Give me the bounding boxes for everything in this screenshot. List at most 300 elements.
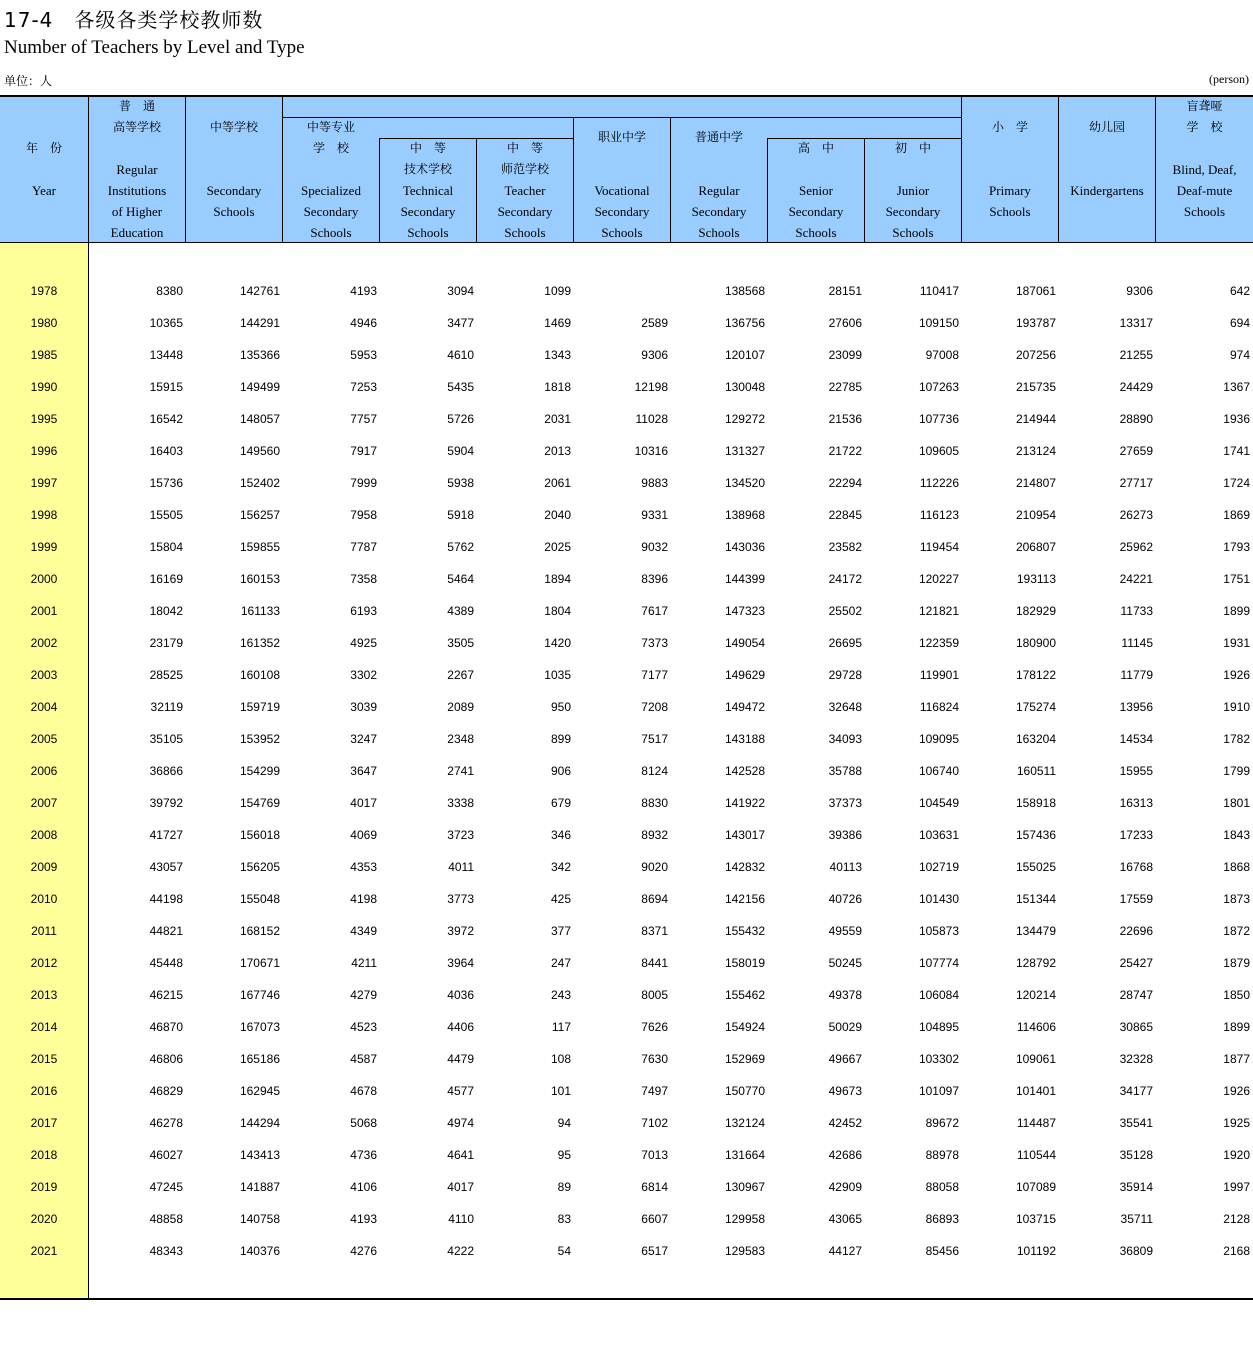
value-cell: 39792	[149, 796, 183, 810]
value-cell: 7757	[350, 412, 377, 426]
header-vocational-secondary: 职业中学 Vocational Secondary Schools	[594, 130, 650, 240]
value-cell: 21255	[1119, 348, 1153, 362]
year-cell: 1978	[30, 284, 58, 298]
value-cell: 44821	[149, 924, 183, 938]
value-cell: 54	[557, 1244, 571, 1258]
value-cell: 108	[550, 1052, 571, 1066]
year-cell: 1999	[30, 540, 58, 554]
year-cell: 2014	[30, 1020, 58, 1034]
value-cell: 134520	[724, 476, 765, 490]
value-cell: 4349	[350, 924, 377, 938]
unit-label-zh: 单位：人	[4, 74, 53, 88]
value-cell: 26273	[1119, 508, 1153, 522]
value-cell: 143036	[724, 540, 765, 554]
value-cell: 16403	[149, 444, 183, 458]
table-row	[0, 793, 1253, 813]
table-body	[0, 243, 1253, 1298]
value-cell: 1899	[1223, 1020, 1250, 1034]
year-cell: 2021	[30, 1244, 58, 1258]
value-cell: 5953	[350, 348, 377, 362]
value-cell: 157436	[1015, 828, 1056, 842]
value-cell: 3773	[447, 892, 474, 906]
page-title-zh: 17-4 各级各类学校教师数	[4, 8, 264, 32]
value-cell: 4017	[447, 1180, 474, 1194]
value-cell: 105873	[918, 924, 959, 938]
table-row	[0, 537, 1253, 557]
value-cell: 1099	[544, 284, 571, 298]
table-row	[0, 889, 1253, 909]
value-cell: 2031	[544, 412, 571, 426]
value-cell: 116824	[919, 700, 959, 714]
value-cell: 25962	[1119, 540, 1153, 554]
header-regular-secondary: 普通中学 Regular Secondary Schools	[691, 130, 747, 240]
value-cell: 7253	[350, 380, 377, 394]
value-cell: 50245	[828, 956, 862, 970]
value-cell: 22294	[828, 476, 862, 490]
value-cell: 103715	[1015, 1212, 1056, 1226]
value-cell: 110544	[1016, 1148, 1056, 1162]
value-cell: 103302	[918, 1052, 959, 1066]
value-cell: 213124	[1015, 444, 1056, 458]
value-cell: 15804	[149, 540, 183, 554]
value-cell: 974	[1229, 348, 1250, 362]
year-cell: 1995	[30, 412, 58, 426]
year-cell: 1980	[30, 316, 58, 330]
value-cell: 89672	[925, 1116, 959, 1130]
value-cell: 9306	[1126, 284, 1153, 298]
value-cell: 34093	[828, 732, 862, 746]
value-cell: 1367	[1223, 380, 1250, 394]
value-cell: 106084	[918, 988, 959, 1002]
value-cell: 152402	[239, 476, 280, 490]
value-cell: 1035	[544, 668, 571, 682]
value-cell: 7617	[641, 604, 668, 618]
value-cell: 4011	[448, 860, 474, 874]
value-cell: 35788	[828, 764, 862, 778]
table-row	[0, 409, 1253, 429]
table-row	[0, 921, 1253, 941]
value-cell: 7208	[641, 700, 668, 714]
value-cell: 1920	[1223, 1148, 1250, 1162]
table-row	[0, 1241, 1253, 1261]
value-cell: 149499	[239, 380, 280, 394]
value-cell: 46870	[149, 1020, 183, 1034]
value-cell: 129583	[724, 1244, 765, 1258]
value-cell: 22845	[828, 508, 862, 522]
value-cell: 21722	[828, 444, 862, 458]
value-cell: 46806	[149, 1052, 183, 1066]
value-cell: 4017	[350, 796, 377, 810]
value-cell: 160108	[239, 668, 280, 682]
value-cell: 46027	[149, 1148, 183, 1162]
value-cell: 40113	[829, 860, 862, 874]
value-cell: 155048	[239, 892, 280, 906]
value-cell: 148057	[239, 412, 280, 426]
value-cell: 3477	[447, 316, 474, 330]
value-cell: 1926	[1223, 668, 1250, 682]
value-cell: 12198	[634, 380, 668, 394]
value-cell: 4353	[350, 860, 377, 874]
year-cell: 1996	[30, 444, 58, 458]
value-cell: 1793	[1223, 540, 1250, 554]
value-cell: 119454	[919, 540, 959, 554]
value-cell: 8380	[156, 284, 183, 298]
value-cell: 26695	[828, 636, 862, 650]
value-cell: 23582	[828, 540, 862, 554]
value-cell: 8932	[641, 828, 668, 842]
value-cell: 4198	[350, 892, 377, 906]
header-technical-secondary: 中 等 技术学校 Technical Secondary Schools	[400, 141, 456, 240]
value-cell: 1873	[1223, 892, 1250, 906]
value-cell: 167073	[239, 1020, 280, 1034]
value-cell: 28151	[828, 284, 862, 298]
value-cell: 425	[550, 892, 571, 906]
value-cell: 130048	[724, 380, 765, 394]
value-cell: 46829	[149, 1084, 183, 1098]
value-cell: 49378	[828, 988, 862, 1002]
value-cell: 154299	[239, 764, 280, 778]
value-cell: 149560	[239, 444, 280, 458]
table-row	[0, 1081, 1253, 1101]
value-cell: 3302	[350, 668, 377, 682]
value-cell: 206807	[1015, 540, 1056, 554]
value-cell: 9331	[641, 508, 668, 522]
table-row	[0, 1113, 1253, 1133]
value-cell: 44198	[149, 892, 183, 906]
value-cell: 89	[557, 1180, 571, 1194]
header-blind-deaf-schools: 盲聋哑 学 校 Blind, Deaf, Deaf-mute Schools	[1172, 99, 1237, 219]
value-cell: 1799	[1223, 764, 1250, 778]
value-cell: 4925	[350, 636, 377, 650]
value-cell: 15505	[149, 508, 183, 522]
value-cell: 13956	[1119, 700, 1153, 714]
value-cell: 5726	[447, 412, 474, 426]
value-cell: 50029	[828, 1020, 862, 1034]
value-cell: 159719	[239, 700, 280, 714]
value-cell: 9020	[641, 860, 668, 874]
value-cell: 2348	[447, 732, 474, 746]
value-cell: 4587	[350, 1052, 377, 1066]
table-bottom-rule	[0, 1298, 1253, 1300]
value-cell: 4193	[350, 284, 377, 298]
table-row	[0, 377, 1253, 397]
value-cell: 160511	[1016, 764, 1056, 778]
value-cell: 9306	[641, 348, 668, 362]
value-cell: 144291	[239, 316, 280, 330]
value-cell: 156257	[239, 508, 280, 522]
table-row	[0, 1177, 1253, 1197]
value-cell: 14534	[1119, 732, 1153, 746]
value-cell: 4276	[350, 1244, 377, 1258]
value-cell: 32328	[1119, 1052, 1153, 1066]
value-cell: 142761	[239, 284, 280, 298]
unit-label-en: (person)	[1209, 72, 1249, 86]
value-cell: 41727	[149, 828, 183, 842]
value-cell: 7626	[641, 1020, 668, 1034]
table-row	[0, 473, 1253, 493]
table-row	[0, 313, 1253, 333]
year-cell: 2016	[30, 1084, 58, 1098]
value-cell: 5918	[447, 508, 474, 522]
year-cell: 2006	[30, 764, 58, 778]
value-cell: 4110	[448, 1212, 474, 1226]
value-cell: 101401	[1015, 1084, 1056, 1098]
value-cell: 154769	[239, 796, 280, 810]
value-cell: 7373	[641, 636, 668, 650]
year-cell: 2019	[30, 1180, 58, 1194]
year-cell: 2004	[30, 700, 58, 714]
value-cell: 1910	[1223, 700, 1250, 714]
table-row	[0, 1049, 1253, 1069]
value-cell: 8694	[641, 892, 668, 906]
value-cell: 4479	[447, 1052, 474, 1066]
value-cell: 165186	[239, 1052, 280, 1066]
value-cell: 679	[550, 796, 571, 810]
table-row	[0, 953, 1253, 973]
value-cell: 28525	[149, 668, 183, 682]
value-cell: 1872	[1223, 924, 1250, 938]
value-cell: 11145	[1121, 636, 1153, 650]
value-cell: 3964	[447, 956, 474, 970]
value-cell: 28747	[1119, 988, 1153, 1002]
value-cell: 1751	[1223, 572, 1250, 586]
value-cell: 149472	[724, 700, 765, 714]
value-cell: 158918	[1015, 796, 1056, 810]
value-cell: 48343	[149, 1244, 183, 1258]
value-cell: 39386	[828, 828, 862, 842]
value-cell: 5435	[447, 380, 474, 394]
value-cell: 5068	[350, 1116, 377, 1130]
value-cell: 35711	[1120, 1212, 1153, 1226]
value-cell: 15736	[149, 476, 183, 490]
value-cell: 94	[557, 1116, 571, 1130]
value-cell: 215735	[1015, 380, 1056, 394]
value-cell: 35914	[1119, 1180, 1153, 1194]
value-cell: 193113	[1016, 572, 1056, 586]
table-row	[0, 1017, 1253, 1037]
value-cell: 88978	[925, 1148, 959, 1162]
year-cell: 2008	[30, 828, 58, 842]
value-cell: 142156	[724, 892, 765, 906]
value-cell: 13448	[149, 348, 183, 362]
value-cell: 27659	[1119, 444, 1153, 458]
value-cell: 2128	[1223, 1212, 1250, 1226]
value-cell: 42686	[828, 1148, 862, 1162]
value-cell: 7497	[641, 1084, 668, 1098]
value-cell: 30865	[1119, 1020, 1153, 1034]
value-cell: 114487	[1016, 1116, 1056, 1130]
value-cell: 1343	[544, 348, 571, 362]
value-cell: 147323	[724, 604, 765, 618]
table-row	[0, 345, 1253, 365]
value-cell: 1724	[1223, 476, 1250, 490]
value-cell: 694	[1229, 316, 1250, 330]
value-cell: 25502	[828, 604, 862, 618]
year-cell: 2015	[30, 1052, 58, 1066]
value-cell: 25427	[1119, 956, 1153, 970]
value-cell: 138968	[724, 508, 765, 522]
value-cell: 4222	[447, 1244, 474, 1258]
value-cell: 1877	[1223, 1052, 1250, 1066]
value-cell: 101192	[1016, 1244, 1056, 1258]
value-cell: 7787	[350, 540, 377, 554]
value-cell: 155432	[724, 924, 765, 938]
value-cell: 899	[550, 732, 571, 746]
value-cell: 10365	[149, 316, 183, 330]
value-cell: 170671	[239, 956, 280, 970]
value-cell: 1879	[1223, 956, 1250, 970]
value-cell: 109095	[918, 732, 959, 746]
value-cell: 8371	[641, 924, 668, 938]
year-cell: 2010	[30, 892, 58, 906]
value-cell: 6814	[641, 1180, 668, 1194]
value-cell: 1850	[1223, 988, 1250, 1002]
value-cell: 88058	[925, 1180, 959, 1194]
value-cell: 144399	[724, 572, 765, 586]
value-cell: 4946	[350, 316, 377, 330]
value-cell: 8396	[641, 572, 668, 586]
value-cell: 1931	[1223, 636, 1250, 650]
table-row	[0, 601, 1253, 621]
year-cell: 2012	[30, 956, 58, 970]
value-cell: 22785	[828, 380, 862, 394]
value-cell: 4641	[447, 1148, 474, 1162]
value-cell: 119901	[919, 668, 959, 682]
year-cell: 2017	[30, 1116, 58, 1130]
value-cell: 9032	[641, 540, 668, 554]
value-cell: 120107	[724, 348, 765, 362]
value-cell: 49667	[828, 1052, 862, 1066]
year-cell: 2007	[30, 796, 58, 810]
value-cell: 143413	[239, 1148, 280, 1162]
header-junior-secondary: 初 中 Junior Secondary Schools	[885, 141, 941, 240]
header-kindergartens: 幼儿园 Kindergartens	[1070, 120, 1144, 198]
value-cell: 3247	[350, 732, 377, 746]
value-cell: 32648	[828, 700, 862, 714]
value-cell: 101430	[918, 892, 959, 906]
value-cell: 106740	[918, 764, 959, 778]
value-cell: 151344	[1015, 892, 1056, 906]
value-cell: 49559	[828, 924, 862, 938]
value-cell: 1894	[544, 572, 571, 586]
value-cell: 104895	[918, 1020, 959, 1034]
value-cell: 4577	[447, 1084, 474, 1098]
value-cell: 182929	[1015, 604, 1056, 618]
value-cell: 131664	[724, 1148, 765, 1162]
value-cell: 23099	[828, 348, 862, 362]
header-primary-schools: 小 学 Primary Schools	[989, 120, 1031, 219]
value-cell: 16313	[1119, 796, 1153, 810]
year-cell: 2005	[30, 732, 58, 746]
value-cell: 642	[1229, 284, 1250, 298]
value-cell: 138568	[724, 284, 765, 298]
value-cell: 112226	[919, 476, 959, 490]
table-row	[0, 665, 1253, 685]
year-cell: 2009	[30, 860, 58, 874]
value-cell: 6607	[641, 1212, 668, 1226]
year-cell: 2001	[30, 604, 58, 618]
year-cell: 2000	[30, 572, 58, 586]
value-cell: 23179	[149, 636, 183, 650]
value-cell: 114606	[1016, 1020, 1056, 1034]
header-year: 年 份 Year	[25, 141, 62, 198]
value-cell: 102719	[918, 860, 959, 874]
value-cell: 4106	[350, 1180, 377, 1194]
value-cell: 24429	[1119, 380, 1153, 394]
table-row	[0, 697, 1253, 717]
value-cell: 24172	[828, 572, 862, 586]
value-cell: 214807	[1015, 476, 1056, 490]
year-cell: 1997	[30, 476, 58, 490]
year-cell: 2013	[30, 988, 58, 1002]
value-cell: 136756	[724, 316, 765, 330]
value-cell: 155025	[1015, 860, 1056, 874]
table-row	[0, 761, 1253, 781]
header-top-rule	[0, 95, 1253, 97]
value-cell: 7999	[350, 476, 377, 490]
value-cell: 18042	[149, 604, 183, 618]
value-cell: 107263	[918, 380, 959, 394]
value-cell: 2061	[544, 476, 571, 490]
value-cell: 1997	[1223, 1180, 1250, 1194]
value-cell: 167746	[239, 988, 280, 1002]
value-cell: 210954	[1015, 508, 1056, 522]
value-cell: 11733	[1120, 604, 1153, 618]
value-cell: 4678	[350, 1084, 377, 1098]
value-cell: 120227	[918, 572, 959, 586]
value-cell: 34177	[1119, 1084, 1153, 1098]
value-cell: 83	[557, 1212, 571, 1226]
value-cell: 121821	[918, 604, 959, 618]
value-cell: 2013	[544, 444, 571, 458]
value-cell: 4193	[350, 1212, 377, 1226]
value-cell: 4279	[350, 988, 377, 1002]
value-cell: 4389	[447, 604, 474, 618]
header-teacher-secondary: 中 等 师范学校 Teacher Secondary Schools	[497, 141, 553, 240]
value-cell: 149054	[724, 636, 765, 650]
value-cell: 150770	[724, 1084, 765, 1098]
year-cell: 2011	[31, 924, 57, 938]
value-cell: 35105	[149, 732, 183, 746]
table-row	[0, 1145, 1253, 1165]
value-cell: 187061	[1015, 284, 1056, 298]
value-cell: 120214	[1015, 988, 1056, 1002]
table-row	[0, 441, 1253, 461]
value-cell: 1869	[1223, 508, 1250, 522]
value-cell: 3647	[350, 764, 377, 778]
hdr-hline	[282, 117, 961, 118]
table-row	[0, 985, 1253, 1005]
value-cell: 131327	[724, 444, 765, 458]
value-cell: 43065	[828, 1212, 862, 1226]
value-cell: 141887	[239, 1180, 280, 1194]
value-cell: 128792	[1015, 956, 1056, 970]
value-cell: 28890	[1119, 412, 1153, 426]
value-cell: 46278	[149, 1116, 183, 1130]
value-cell: 37373	[828, 796, 862, 810]
value-cell: 110417	[919, 284, 959, 298]
value-cell: 109150	[918, 316, 959, 330]
value-cell: 86893	[925, 1212, 959, 1226]
value-cell: 7358	[350, 572, 377, 586]
value-cell: 16542	[149, 412, 183, 426]
value-cell: 4610	[447, 348, 474, 362]
value-cell: 109061	[1015, 1052, 1056, 1066]
value-cell: 7958	[350, 508, 377, 522]
value-cell: 46215	[149, 988, 183, 1002]
value-cell: 15915	[149, 380, 183, 394]
value-cell: 130967	[724, 1180, 765, 1194]
